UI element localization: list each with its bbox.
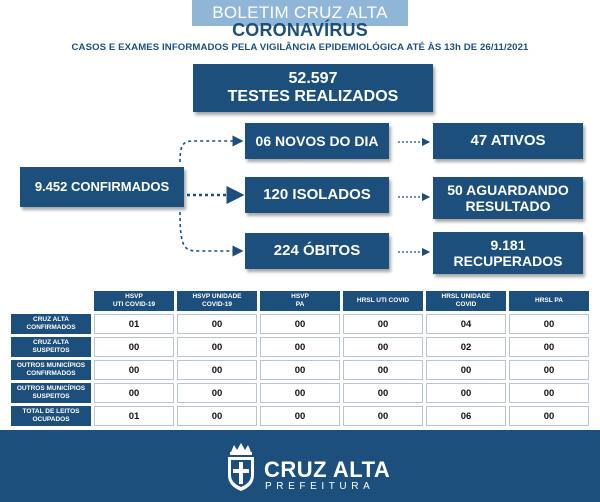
table-row xyxy=(11,383,589,403)
deaths-box xyxy=(245,233,389,269)
table-cell: 00 xyxy=(426,383,506,403)
confirmed-label: 9.452 CONFIRMADOS xyxy=(34,178,170,194)
table-cell: 00 xyxy=(177,360,257,380)
row-header xyxy=(11,337,91,357)
table-cell: 00 xyxy=(509,383,589,403)
beds-table xyxy=(8,288,592,429)
column-header xyxy=(94,291,174,311)
row-header-line2: CONFIRMADOS xyxy=(26,324,76,331)
row-header-line1: OUTROS MUNICÍPIOS xyxy=(16,362,86,370)
page-title: CORONAVÍRUS xyxy=(232,20,368,40)
table-cell: 00 xyxy=(343,314,423,334)
table-cell: 01 xyxy=(94,406,174,426)
table-cell: 00 xyxy=(177,383,257,403)
new-today-box xyxy=(245,123,389,159)
table-cell: 00 xyxy=(177,406,257,426)
table-cell: 00 xyxy=(343,337,423,357)
table-row xyxy=(11,360,589,380)
table-row xyxy=(11,406,589,426)
column-header xyxy=(177,291,257,311)
row-header xyxy=(11,383,91,403)
table-cell: 00 xyxy=(177,314,257,334)
row-header-line2: SUSPEITOS xyxy=(32,347,70,354)
confirmed-box xyxy=(20,167,184,207)
table-cell: 00 xyxy=(177,337,257,357)
row-header-line2: CONFIRMADOS xyxy=(26,370,76,377)
column-header-line1: HSVP UNIDADE xyxy=(192,293,242,301)
table-cell: 00 xyxy=(94,360,174,380)
column-header-line2: COVID-19 xyxy=(202,301,232,308)
table-cell: 00 xyxy=(94,337,174,357)
footer-city-name: CRUZ ALTA xyxy=(264,457,391,482)
bulletin-pill: BOLETIM CRUZ ALTA xyxy=(192,0,408,26)
row-header-line2: SUSPEITOS xyxy=(32,393,70,400)
row-header-line1: TOTAL DE LEITOS xyxy=(22,408,80,416)
column-header-line1: HRSL PA xyxy=(535,297,563,305)
row-header xyxy=(11,314,91,334)
footer-subtitle: PREFEITURA xyxy=(265,481,375,492)
tests-box xyxy=(193,64,433,112)
column-header-line1: HRSL UTI COVID xyxy=(356,297,410,305)
row-header-line2: OCUPADOS xyxy=(32,416,70,423)
table-cell: 00 xyxy=(260,406,340,426)
row-header xyxy=(11,406,91,426)
table-cell: 00 xyxy=(260,383,340,403)
isolated-label: 120 ISOLADOS xyxy=(263,186,371,204)
table-cell: 01 xyxy=(94,314,174,334)
table-cell: 04 xyxy=(426,314,506,334)
table-cell: 00 xyxy=(343,383,423,403)
new-today-label: 06 NOVOS DO DIA xyxy=(255,132,379,149)
table-cell: 06 xyxy=(426,406,506,426)
row-header-line1: CRUZ ALTA xyxy=(33,339,69,347)
table-row xyxy=(11,337,589,357)
table-cell: 00 xyxy=(426,360,506,380)
column-header-line2: PA xyxy=(295,301,305,308)
tests-label: TESTES REALIZADOS xyxy=(227,88,399,105)
recovered-label: RECUPERADOS xyxy=(453,253,563,269)
table-cell: 02 xyxy=(426,337,506,357)
table-corner xyxy=(11,291,91,311)
column-header xyxy=(509,291,589,311)
arrow-confirmed-to-new xyxy=(180,141,242,162)
city-crest-icon xyxy=(224,442,258,492)
table-cell: 00 xyxy=(509,314,589,334)
column-header xyxy=(426,291,506,311)
arrow-confirmed-to-deaths xyxy=(180,212,242,251)
active-box xyxy=(433,123,583,159)
awaiting-line1: 50 AGUARDANDO xyxy=(447,181,569,198)
recovered-box xyxy=(433,232,583,274)
column-header-line1: HSVP xyxy=(291,293,309,301)
table-cell: 00 xyxy=(509,337,589,357)
recovered-value: 9.181 xyxy=(490,236,526,253)
table-header-row xyxy=(11,291,589,311)
page-subtitle: CASOS E EXAMES INFORMADOS PELA VIGILÂNCIA EPIDEMIOLÓGICA ATÉ ÀS 13h DE 26/11/2021 xyxy=(71,42,529,53)
column-header-line1: HSVP xyxy=(125,293,143,301)
table-cell: 00 xyxy=(509,406,589,426)
column-header-line2: UTI COVID-19 xyxy=(112,301,156,308)
column-header xyxy=(343,291,423,311)
tests-value: 52.597 xyxy=(288,69,338,87)
isolated-box xyxy=(245,177,389,213)
table-cell: 00 xyxy=(94,383,174,403)
active-label: 47 ATIVOS xyxy=(470,132,546,150)
column-header-line1: HRSL UNIDADE xyxy=(441,293,491,301)
column-header xyxy=(260,291,340,311)
table-cell: 00 xyxy=(343,360,423,380)
row-header-line1: OUTROS MUNICÍPIOS xyxy=(16,385,86,393)
awaiting-box xyxy=(433,177,583,219)
table-cell: 00 xyxy=(509,360,589,380)
table-cell: 00 xyxy=(343,406,423,426)
column-header-line2: COVID xyxy=(455,301,477,308)
awaiting-line2: RESULTADO xyxy=(465,198,551,214)
deaths-label: 224 ÓBITOS xyxy=(273,242,361,260)
row-header xyxy=(11,360,91,380)
table-cell: 00 xyxy=(260,360,340,380)
table-row xyxy=(11,314,589,334)
table-cell: 00 xyxy=(260,337,340,357)
table-cell: 00 xyxy=(260,314,340,334)
row-header-line1: CRUZ ALTA xyxy=(33,316,69,324)
